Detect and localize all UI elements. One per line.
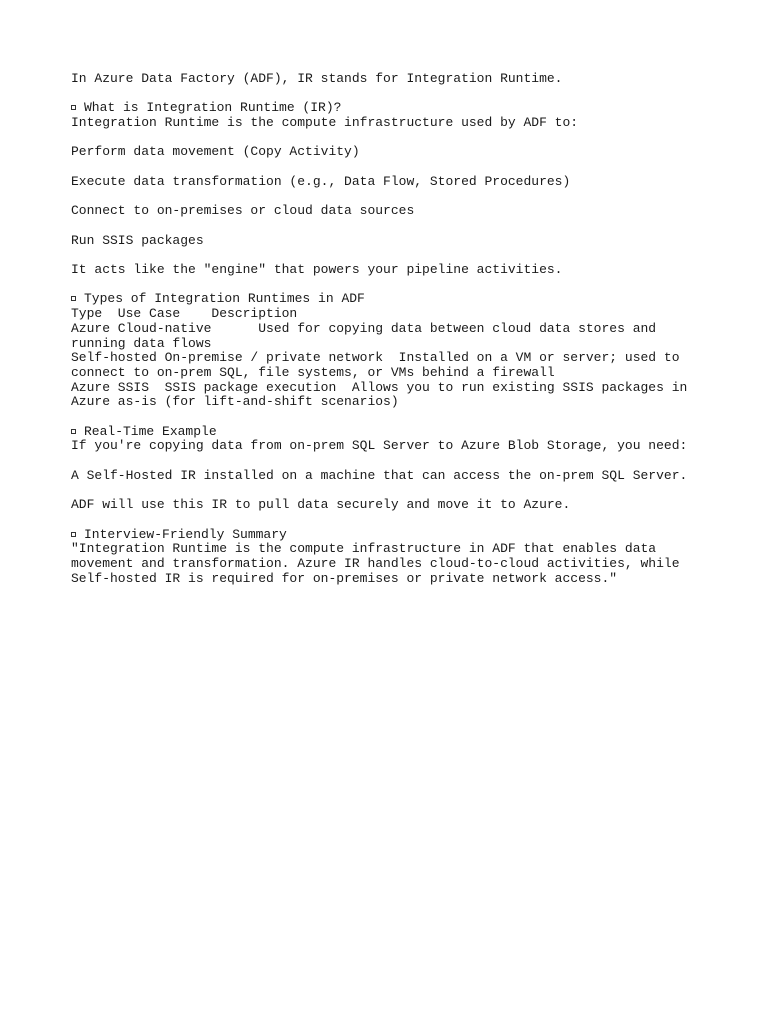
section-heading-example [71, 425, 711, 440]
list-item: A Self-Hosted IR installed on a machine that can access the on-prem SQL Server. [71, 467, 688, 483]
types-header-row: Type Use Case Description [71, 306, 298, 322]
summary-quote: "Integration Runtime is the compute infrastructure in ADF that enables data movement and transformation. Azure IR handles cloud-to-cloud activities, while Self-hosted IR is required for on-premises or private network access." [71, 541, 688, 586]
section-heading-summary-label: Interview-Friendly Summary [84, 526, 287, 542]
intro-text: In Azure Data Factory (ADF), IR stands for Integration Runtime. [71, 71, 563, 86]
list-item: Connect to on-premises or cloud data sources [71, 203, 415, 219]
list-item: Perform data movement (Copy Activity) [71, 144, 360, 160]
section-what-closing: It acts like the "engine" that powers your pipeline activities. [71, 262, 563, 278]
list-item: Execute data transformation (e.g., Data Flow, Stored Procedures) [71, 173, 571, 189]
section-heading-example-label: Real-Time Example [84, 423, 217, 439]
section-what-lead: Integration Runtime is the compute infrastructure used by ADF to: [71, 115, 579, 131]
types-row: Self-hosted On-premise / private network Installed on a VM or server; used to connect to on-prem SQL, file systems, or VMs behind a firewall [71, 350, 688, 380]
section-heading-what [71, 101, 711, 116]
types-row: Azure Cloud-native Used for copying data between cloud data stores and running data flows [71, 320, 664, 351]
section-heading-what-label: What is Integration Runtime (IR)? [84, 100, 342, 116]
square-bullet-icon [71, 429, 76, 434]
section-heading-types-label: Types of Integration Runtimes in ADF [84, 291, 365, 307]
list-item: Run SSIS packages [71, 232, 204, 248]
square-bullet-icon [71, 296, 76, 301]
types-row: Azure SSIS SSIS package execution Allows you to run existing SSIS packages in Azure as-is (for lift-and-shift scenarios) [71, 379, 696, 410]
section-example-lead: If you're copying data from on-prem SQL Server to Azure Blob Storage, you need: [71, 438, 688, 454]
list-item: ADF will use this IR to pull data securely and move it to Azure. [71, 497, 571, 513]
section-heading-summary [71, 528, 711, 543]
square-bullet-icon [71, 105, 76, 110]
section-heading-types [71, 292, 711, 307]
document-body [71, 72, 711, 586]
square-bullet-icon [71, 532, 76, 537]
